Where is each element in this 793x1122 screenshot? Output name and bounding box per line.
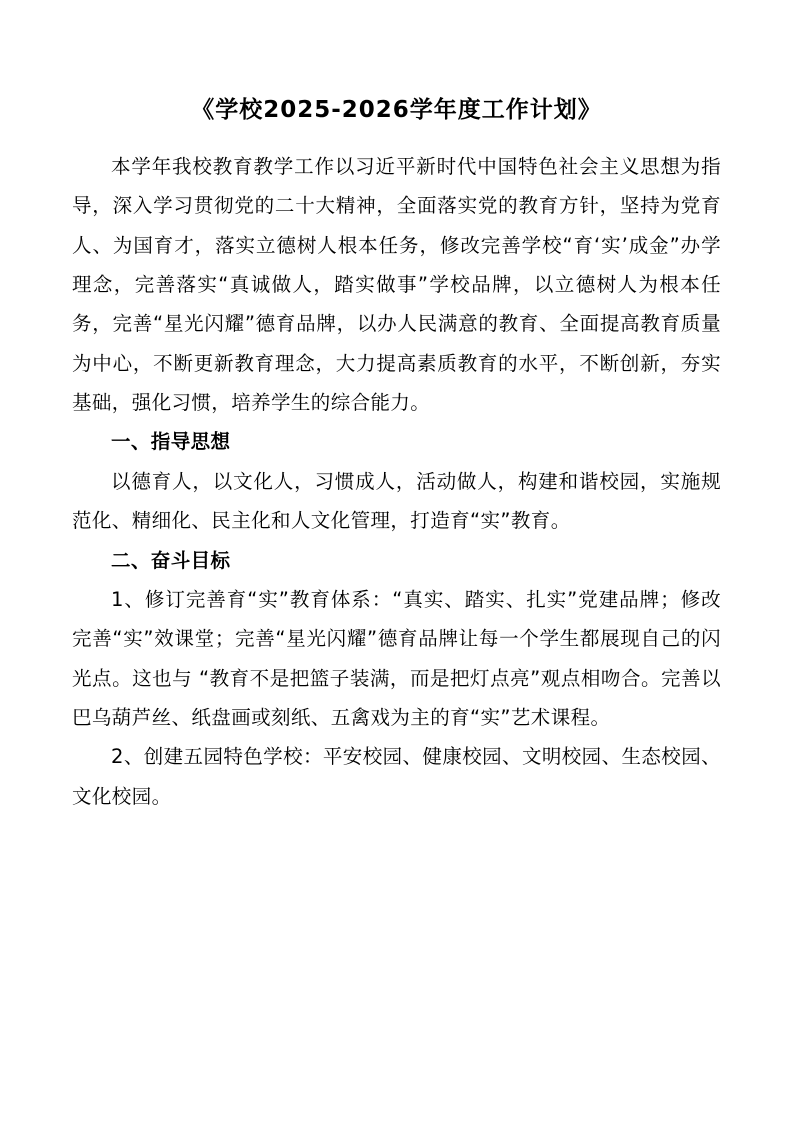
paragraph-goal-1: 1、修订完善育“实”教育体系：“真实、踏实、扎实”党建品牌；修改完善“实”效课堂；完善“星光闪耀”德育品牌让每一个学生都展现自己的闪光点。这也与 “教育不是把篮子装满，而是把灯点亮”观点相吻合。完善以巴乌葫芦丝、纸盘画或刻纸、五禽戏为主的育“实”艺术课程。 <box>72 587 721 730</box>
paragraph-goal-2: 2、创建五园特色学校：平安校园、健康校园、文明校园、生态校园、文化校园。 <box>72 745 721 808</box>
paragraph-intro: 本学年我校教育教学工作以习近平新时代中国特色社会主义思想为指导，深入学习贯彻党的二十大精神，全面落实党的教育方针，坚持为党育人、为国育才，落实立德树人根本任务，修改完善学校“育‘实’成金”办学理念，完善落实“真诚做人，踏实做事”学校品牌，以立德树人为根本任务，完善“星光闪耀”德育品牌，以办人民满意的教育、全面提高教育质量为中心，不断更新教育理念，大力提高素质教育的水平，不断创新，夯实基础，强化习惯，培养学生的综合能力。 <box>72 154 721 415</box>
section-heading-goals: 二、奋斗目标 <box>111 548 231 572</box>
section-heading-guiding-thought: 一、指导思想 <box>111 430 231 454</box>
page-title: 《学校2025-2026学年度工作计划》 <box>191 97 602 123</box>
paragraph-guiding-thought: 以德育人，以文化人，习惯成人，活动做人，构建和谐校园，实施规范化、精细化、民主化和人文化管理，打造育“实”教育。 <box>72 469 721 533</box>
